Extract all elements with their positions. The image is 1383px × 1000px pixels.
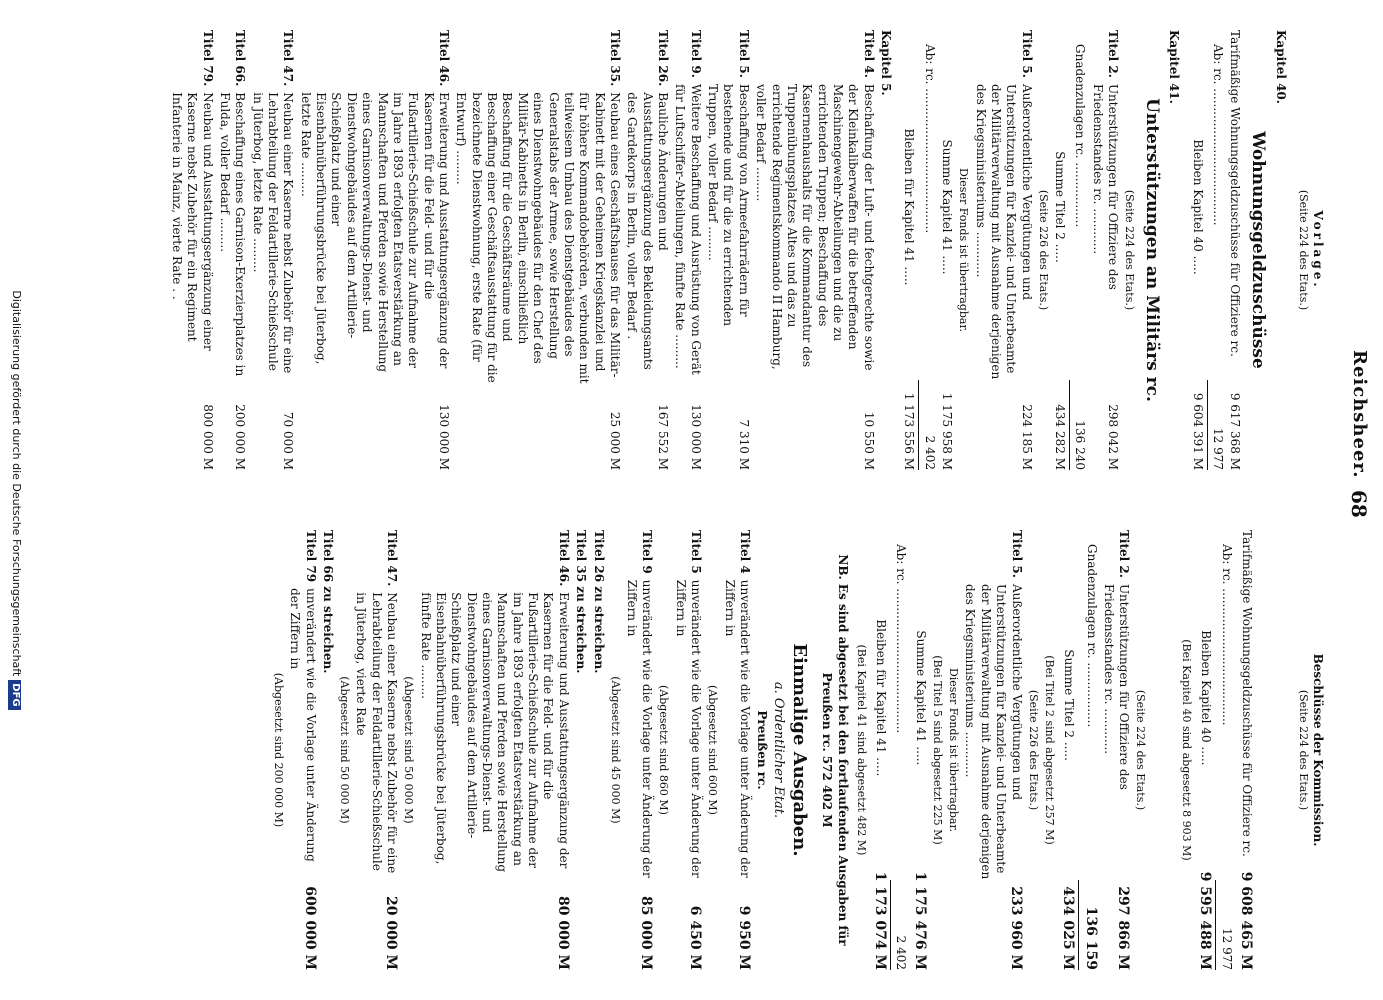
- kap40-line2: Ab: rc. ....................................: [1211, 44, 1226, 226]
- r-k41-note: (Bei Kapitel 41 sind abgesetzt 482 M): [854, 644, 868, 856]
- t2-sum-label: Summe Titel 2 .....: [1053, 151, 1068, 263]
- r-t47-label: Titel 47.: [385, 530, 400, 587]
- r-t5-label: Titel 5.: [1009, 530, 1024, 578]
- k5t35-amt: 25 000 M: [607, 411, 622, 470]
- k5t66-amt: 200 000 M: [233, 404, 248, 470]
- kap40-line1: Tarifmäßige Wohnungsgeldzuschüsse für Offiziere rc.: [1228, 30, 1243, 357]
- r-t2-amt2: 136 159: [1082, 906, 1099, 970]
- t2-text: Unterstützungen für Offiziere des Friedensstandes rc. ............: [1090, 83, 1121, 290]
- r-t5b-note: (Abgesetzt sind 860 M): [657, 685, 671, 815]
- ordentlicher-etat: a. Ordentlicher Etat.: [770, 681, 786, 819]
- r-t2-gnaden: Gnadenzulagen rc. .................: [1084, 544, 1099, 728]
- rule: [1215, 880, 1216, 970]
- rule: [1069, 380, 1070, 470]
- r-t5b-label: Titel 5: [689, 530, 704, 574]
- r-k40-amt2: 12 977: [1219, 928, 1234, 970]
- r-t2-sum: 434 025 M: [1059, 886, 1076, 970]
- k5t66-text: Beschaffung eines Garnison-Exerzierplatzes in Fulda, voller Bedarf .........: [217, 92, 248, 377]
- r-t79-amt: 600 000 M: [301, 886, 318, 970]
- r-k40-line2: Ab: rc. ....................................: [1219, 544, 1234, 726]
- einmalige-heading: Einmalige Ausgaben.: [788, 643, 810, 857]
- k41-rest: 1 173 556 M: [902, 392, 917, 470]
- r-t46-amt: 80 000 M: [554, 896, 571, 970]
- k5t47-label: Titel 47.: [281, 30, 296, 87]
- r-k41-ab-amt: 2 402: [894, 935, 909, 970]
- k5t35-label: Titel 35.: [607, 30, 622, 87]
- page-header: [1331, 20, 1371, 980]
- vorlage-sub: (Seite 224 des Etats.): [1296, 189, 1310, 311]
- t5-note: Dieser Fonds ist übertragbar.: [957, 167, 971, 333]
- footer-text: Digitalisierung gefördert durch die Deutsche Forschungsgemeinschaft: [9, 290, 23, 677]
- rule: [1207, 380, 1208, 470]
- k5t26-text: Bauliche Änderungen und Ausstattungsergänzung des Bekleidungsamts des Gardekorps in Berlin, voller Bedarf .: [625, 92, 671, 370]
- r-t4-text: unverändert wie die Vorlage unter Änderung der Ziffern in: [722, 579, 752, 878]
- r-t5-amt: 233 960 M: [1007, 886, 1024, 970]
- r-t4-note: (Abgesetzt sind 600 M): [706, 685, 720, 815]
- kap41-sub: (Seite 224 des Etats.): [1123, 189, 1137, 311]
- r-t2-label: Titel 2.: [1117, 530, 1132, 578]
- k5t9-text: Weitere Beschaffung und Ausrüstung von Gerät für Luftschiffer-Abteilungen, fünfte Rate .........: [673, 83, 703, 375]
- kap40-label: Kapitel 40.: [1273, 30, 1288, 104]
- running-title: Reichsheer.: [1349, 350, 1370, 479]
- k5t9-amt: 130 000 M: [688, 404, 703, 470]
- r-t47-text: Neubau einer Kaserne nebst Zubehör für eine Lehrabteilung der Feldartillerie-Schießschule in Jüterbog, vierte Rate: [354, 592, 400, 874]
- t2-amt1: 298 042 M: [1106, 404, 1121, 470]
- k41-ab-amt: 2 402: [922, 435, 937, 470]
- k5t79-text: Neubau und Ausstattungsergänzung einer Kaserne nebst Zubehör für ein Regiment Infanterie in Mainz, vierte Rate . .: [169, 92, 215, 351]
- r-t9-amt: 85 000 M: [638, 896, 655, 970]
- k41-ab: Ab: rc. ......................................: [922, 44, 937, 234]
- r-t2-text: Unterstützungen für Offiziere des Friedensstandes rc. ............: [1101, 583, 1132, 790]
- r-t9-label: Titel 9: [640, 530, 655, 574]
- r-k40-note: (Bei Kapitel 40 sind abgesetzt 8 903 M): [1180, 639, 1194, 861]
- digitization-footer: [8, 0, 23, 1000]
- r-t2-note: (Bei Titel 2 sind abgesetzt 257 M): [1042, 655, 1056, 845]
- t2-gnaden: Gnadenzulagen rc. .................: [1073, 44, 1088, 228]
- t5-amt: 224 185 M: [1019, 404, 1034, 470]
- k5t46-text: Erweiterung und Ausstattungsergänzung der Kasernen für die Feld- und für die Fußartillerie-Schießschule zur Aufnahme der im Jahre 1893 erfolgten Etatsverstärkung an Mannschaften und Pferden sowie Herstellung eines Garnisonverwaltungs-Dienst- und Dienstwohngebäudes auf dem Artillerie-Schießplatz und einer Eisenbahnüberführungsbrücke bei Jüterbog, letzte Rate .........: [298, 92, 452, 373]
- k5t5-label: Titel 5.: [736, 30, 751, 78]
- r-t79-text: unverändert wie die Vorlage unter Änderung der Ziffern in: [288, 588, 318, 862]
- r-k41-rest-label: Bleiben für Kapitel 41 .....: [873, 619, 888, 777]
- r-k41-sub: (Seite 224 des Etats.): [1134, 689, 1148, 811]
- r-k41-sum-label: Summe Kapitel 41 .....: [913, 630, 928, 766]
- kap5-label: Kapitel 5.: [879, 30, 894, 96]
- k5t66-label: Titel 66.: [233, 30, 248, 87]
- k5t4-amt: 10 550 M: [861, 411, 876, 470]
- r-k40-line1: Tarifmäßige Wohnungsgeldzuschüsse für Offiziere rc.: [1239, 530, 1254, 857]
- kap40-amt2: 12 977: [1211, 428, 1226, 470]
- kap40-amt1: 9 617 368 M: [1228, 392, 1243, 470]
- k5t5-text: Beschaffung von Armeefahrrädern für bestehende und für die zu errichtenden Truppen, voller Bedarf .........: [706, 83, 751, 326]
- kap40-sum: 9 604 391 M: [1190, 392, 1205, 470]
- nb-note: NB. Es sind abgesetzt bei den fortlaufenden Ausgaben für Preußen rc. 572 402 M: [820, 554, 850, 946]
- k5t35-text: Neubau eines Geschäftshauses für das Militär-Kabinett mit der Geheimen Kriegskanzlei und für höhere Kommandobehörden, verbunden mit teilweisem Umbau des Dienstgebäudes des Generalstabs der Armee, sowie Herstellung eines Dienstwohngebäudes für den Chef des Militär-Kabinetts in Berlin, einschließlich Beschaffung für die Geschäftsräume und Beschaffung einer Geschäftsausstattung für die bezeichnete Dienstwohnung, erste Rate (für Entwurf) .........: [454, 92, 622, 384]
- k5t9-label: Titel 9.: [688, 30, 703, 78]
- r-t5-note2: (Bei Titel 5 sind abgesetzt 225 M): [931, 655, 945, 845]
- rule: [890, 880, 891, 970]
- r-k40-sum: 9 595 488 M: [1197, 871, 1214, 970]
- k5t79-amt: 800 000 M: [200, 404, 215, 470]
- kap40-sum-label: Bleiben Kapitel 40 .....: [1190, 139, 1205, 275]
- r-t5-text: Außerordentliche Vergütungen und Unterstützungen für Kanzlei- und Unterbeamte der Militärverwaltung mit Ausnahme derjenigen des Kriegsministeriums ............: [963, 583, 1024, 880]
- t2-label: Titel 2.: [1106, 30, 1121, 78]
- r-t35: Titel 35 zu streichen.: [574, 530, 589, 674]
- r-t79-label: Titel 79: [303, 530, 318, 583]
- beschluesse-sub: (Seite 224 des Etats.): [1296, 689, 1310, 811]
- r-t47-amt: 20 000 M: [383, 896, 400, 970]
- r-t2-sum-label: Summe Titel 2 .....: [1061, 649, 1076, 761]
- k5t79-label: Titel 79.: [200, 30, 215, 87]
- k5t5-amt: 7 310 M: [736, 419, 751, 470]
- kap40-title: Wohnungsgeldzuschüsse: [1248, 131, 1269, 369]
- r-t46-label: Titel 46.: [556, 530, 571, 587]
- r-t26: Titel 26 zu streichen.: [591, 530, 606, 674]
- t5-text: Außerordentliche Vergütungen und Unterstützungen für Kanzlei- und Unterbeamte der Militärverwaltung mit Ausnahme derjenigen des Kriegsministeriums ............: [973, 83, 1034, 380]
- r-t5-sub: (Seite 226 des Etats.): [1026, 689, 1040, 811]
- r-t46-text: Erweiterung und Ausstattungsergänzung der Kasernen für die Feld- und für die Fußartillerie-Schießschule zur Aufnahme der im Jahre 1893 erfolgten Etatsverstärkung an Mannschaften und Pferden sowie Herstellung eines Garnisonverwaltungs-Dienst- und Dienstwohngebäudes auf dem Artillerie-Schießplatz und einer Eisenbahnüberführungsbrücke bei Jüterbog, fünfte Rate .........: [418, 592, 571, 873]
- vorlage-heading: Vorlage.: [1311, 210, 1325, 290]
- r-t79-note: (Abgesetzt sind 200 000 M): [271, 672, 285, 828]
- k5t47-text: Neubau einer Kaserne nebst Zubehör für eine Lehrabteilung der Feldartillerie-Schießschule in Jüterbog, letzte Rate .........: [250, 92, 296, 374]
- r-t5b-text: unverändert wie die Vorlage unter Änderung der Ziffern in: [673, 579, 704, 878]
- r-k41-sum: 1 175 476 M: [911, 871, 928, 970]
- dfg-logo: DFG: [8, 680, 21, 709]
- k41-sum: 1 175 958 M: [940, 392, 955, 470]
- r-t9-text: unverändert wie die Vorlage unter Änderung der Ziffern in: [625, 579, 655, 878]
- k5t4-text: Beschaffung der Luft- und fechtgerechte sowie der Kleinkaliberwaffen für die betreffenden Maschinengewehr-Abteilungen und die zu errichtenden Truppen; Beschaffung des Kasernenhaushalts für die Kommandantur des Truppenübungsplatzes Altes und das zu errichtende Regimentskommando II Hamburg, voller Bedarf .........: [754, 83, 876, 371]
- kap41-title: Unterstützungen an Militärs rc.: [1142, 98, 1163, 402]
- r-k41-rest: 1 173 074 M: [871, 871, 888, 970]
- k5t4-label: Titel 4.: [861, 30, 876, 78]
- r-k41-ab: Ab: rc. ......................................: [894, 544, 909, 734]
- r-t4-amt: 9 950 M: [735, 905, 752, 970]
- t5-sub: (Seite 226 des Etats.): [1036, 189, 1050, 311]
- r-t9-note: (Abgesetzt sind 45 000 M): [608, 676, 622, 824]
- r-t5b-amt: 6 450 M: [687, 905, 704, 970]
- rule: [1078, 880, 1079, 970]
- r-k40-amt1: 9 608 465 M: [1237, 871, 1254, 970]
- k41-rest-label: Bleiben für Kapitel 41 .....: [902, 128, 917, 286]
- r-t47-note: (Abgesetzt sind 50 000 M): [338, 676, 352, 824]
- kap41-label: Kapitel 41.: [1167, 30, 1182, 104]
- k41-sum-label: Summe Kapitel 41 .....: [940, 139, 955, 275]
- rule: [918, 380, 919, 470]
- t2-amt2: 136 240: [1073, 420, 1088, 470]
- k5t26-amt: 167 552 M: [656, 404, 671, 470]
- preussen-heading: Preußen rc.: [755, 710, 770, 790]
- beschluesse-heading: Beschlüsse der Kommission.: [1311, 653, 1325, 847]
- page-number: 68: [1347, 490, 1371, 518]
- k5t47-amt: 70 000 M: [281, 411, 296, 470]
- t5-label: Titel 5.: [1019, 30, 1034, 78]
- k5t46-label: Titel 46.: [437, 30, 452, 87]
- k5t46-amt: 130 000 M: [437, 404, 452, 470]
- r-k40-sum-label: Bleiben Kapitel 40 .....: [1199, 630, 1214, 766]
- r-t5-note1: Dieser Fonds ist übertragbar.: [947, 667, 961, 833]
- r-t2-amt1: 297 866 M: [1115, 886, 1132, 970]
- k5t26-label: Titel 26.: [656, 30, 671, 87]
- r-t66: Titel 66 zu streichen.: [321, 530, 336, 674]
- left-column-vorlage: [167, 30, 1325, 470]
- t2-sum: 434 282 M: [1053, 404, 1068, 470]
- r-t46-note: (Abgesetzt sind 50 000 M): [402, 676, 416, 824]
- right-column-beschluesse: [269, 530, 1325, 970]
- r-t4-label: Titel 4: [737, 530, 752, 574]
